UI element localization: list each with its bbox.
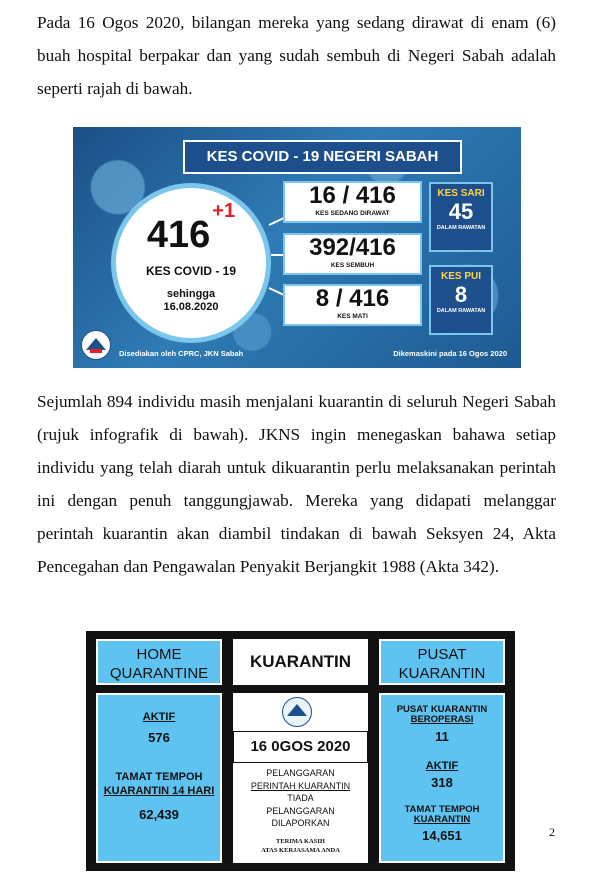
tamat-value: 62,439 — [139, 807, 179, 822]
label-line: TAMAT TEMPOH — [404, 804, 480, 815]
violation-text — [233, 767, 368, 830]
pui-value: 8 — [454, 282, 468, 307]
since-label: sehingga — [166, 288, 216, 300]
violation-line: DILAPORKAN — [271, 818, 330, 828]
quarantine-infographic — [86, 631, 515, 871]
sari-box — [429, 182, 493, 252]
home-quarantine-header — [96, 639, 222, 685]
stat-box-treated — [283, 181, 422, 223]
stat-label: KES MATI — [337, 313, 368, 320]
sabah-logo-icon — [81, 330, 111, 360]
stat-value: 8 / 416 — [315, 285, 390, 312]
aktif-label: AKTIF — [425, 760, 459, 772]
sari-value: 45 — [448, 199, 474, 224]
label-line: BEROPERASI — [410, 714, 474, 725]
header-line: QUARANTINE — [109, 665, 209, 682]
aktif-label: AKTIF — [142, 711, 176, 723]
total-cases — [116, 200, 266, 257]
thanks-line: ATAS KERJASAMA ANDA — [261, 847, 340, 854]
aktif-value: 318 — [431, 775, 453, 790]
since-date — [116, 288, 266, 314]
jkn-sabah-logo-icon — [282, 697, 312, 727]
label-line: PUSAT KUARANTIN — [396, 704, 488, 715]
stat-box-deaths — [283, 284, 422, 326]
tamat-value: 14,651 — [422, 828, 462, 843]
intro-paragraph: Pada 16 Ogos 2020, bilangan mereka yang sedang dirawat di enam (6) buah hospital berpakar dan yang sudah sembuh di Negeri Sabah adalah seperti rajah di bawah. — [37, 13, 556, 98]
violation-line: PELANGGARAN — [266, 768, 335, 778]
center-date: 16 0GOS 2020 — [233, 731, 368, 763]
footer-source: Disediakan oleh CPRC, JKN Sabah — [119, 349, 244, 358]
home-quarantine-panel — [96, 693, 222, 863]
violation-line: PERINTAH KUARANTIN — [250, 780, 351, 791]
infographic-banner: KES COVID - 19 NEGERI SABAH — [183, 140, 462, 174]
violation-line: PELANGGARAN — [266, 805, 335, 816]
header-line: HOME — [136, 646, 182, 663]
beroperasi-value: 11 — [435, 729, 449, 744]
stat-value: 392/416 — [309, 234, 396, 261]
pusat-kuarantin-panel — [379, 693, 505, 863]
total-cases-value: 416 — [146, 214, 211, 256]
violation-line: TIADA — [287, 793, 314, 803]
tamat-label — [381, 805, 503, 825]
header-line: KUARANTIN — [398, 665, 486, 682]
page-number: 2 — [549, 825, 555, 839]
pui-title: KES PUI — [440, 271, 481, 282]
stat-label: KES SEDANG DIRAWAT — [315, 210, 390, 217]
stat-box-recovered — [283, 233, 422, 275]
label-line: KUARANTIN — [413, 814, 471, 825]
new-cases-badge: +1 — [212, 200, 236, 223]
tamat-label: TAMAT TEMPOH — [115, 771, 203, 783]
sari-title: KES SARI — [437, 188, 485, 199]
header-line: PUSAT — [417, 646, 467, 663]
stat-value: 16 / 416 — [309, 182, 396, 209]
thanks-text — [233, 837, 368, 855]
pui-box — [429, 265, 493, 335]
kuarantin-header: KUARANTIN — [233, 639, 368, 685]
center-panel — [233, 693, 368, 863]
pusat-kuarantin-header — [379, 639, 505, 685]
covid-sabah-infographic — [73, 127, 521, 368]
total-cases-label: KES COVID - 19 — [145, 264, 237, 278]
aktif-value: 576 — [148, 730, 170, 745]
quarantine-paragraph: Sejumlah 894 individu masih menjalani kuarantin di seluruh Negeri Sabah (rujuk infografik di bawah). JKNS ingin menegaskan bahawa setiap individu yang telah diarah untuk dikuarantin perlu melaksanakan perintah ini dengan penuh tanggungjawab. Mereka yang didapati melanggar perintah kuarantin akan diambil tindakan di bawah Seksyen 24, Akta Pencegahan dan Pengawalan Penyakit Berjangkit 1988 (Akta 342). — [37, 392, 556, 576]
since-date-value: 16.08.2020 — [163, 301, 219, 313]
pui-label: DALAM RAWATAN — [436, 308, 486, 314]
footer-updated: Dikemaskini pada 16 Ogos 2020 — [393, 349, 507, 358]
total-cases-circle — [111, 183, 271, 343]
stat-label: KES SEMBUH — [330, 262, 375, 269]
tamat-label: KUARANTIN 14 HARI — [103, 785, 215, 797]
beroperasi-label — [381, 705, 503, 725]
thanks-line: TERIMA KASIH — [276, 838, 325, 845]
sari-label: DALAM RAWATAN — [436, 225, 486, 231]
